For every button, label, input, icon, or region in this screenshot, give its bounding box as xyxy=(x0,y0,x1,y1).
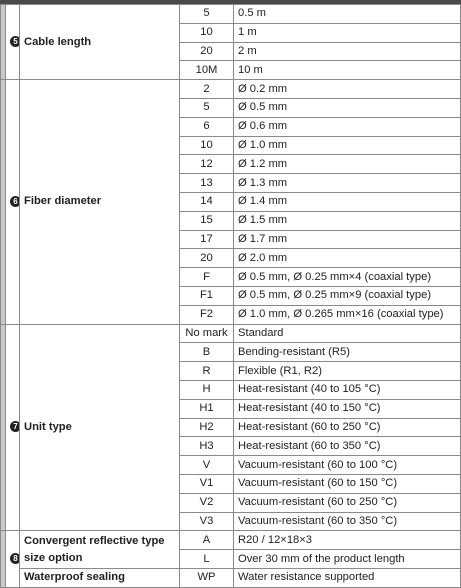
option-description: Ø 1.0 mm xyxy=(234,136,461,155)
option-description: Heat-resistant (40 to 150 °C) xyxy=(234,399,461,418)
option-code: F xyxy=(180,268,234,287)
option-description: 0.5 m xyxy=(234,5,461,24)
option-code: H2 xyxy=(180,418,234,437)
spec-table-body xyxy=(1,5,461,588)
option-code: V xyxy=(180,456,234,475)
option-code: V1 xyxy=(180,474,234,493)
option-code: V2 xyxy=(180,493,234,512)
option-description: 10 m xyxy=(234,61,461,80)
option-code: WP xyxy=(180,568,234,587)
option-code: 17 xyxy=(180,230,234,249)
option-description: Heat-resistant (60 to 250 °C) xyxy=(234,418,461,437)
table-row xyxy=(1,5,461,24)
option-description: Ø 1.2 mm xyxy=(234,155,461,174)
option-code: 14 xyxy=(180,192,234,211)
option-code: 15 xyxy=(180,211,234,230)
option-description: Vacuum-resistant (60 to 150 °C) xyxy=(234,474,461,493)
option-description: 1 m xyxy=(234,23,461,42)
table-row xyxy=(1,568,461,587)
option-description: Ø 1.7 mm xyxy=(234,230,461,249)
section-label: Unit type xyxy=(20,324,180,531)
section-label: Waterproof sealing xyxy=(20,568,180,587)
section-number-cell xyxy=(6,80,20,324)
option-code: H3 xyxy=(180,437,234,456)
option-description: Heat-resistant (40 to 105 °C) xyxy=(234,380,461,399)
spec-table xyxy=(0,4,461,588)
section-number-badge: 5 xyxy=(10,36,20,47)
option-code: H xyxy=(180,380,234,399)
section-number-badge: 8 xyxy=(10,553,20,564)
section-label: Convergent reflective type size option xyxy=(20,531,180,569)
option-code: 10 xyxy=(180,136,234,155)
section-number-cell xyxy=(6,531,20,587)
option-description: Ø 0.5 mm xyxy=(234,98,461,117)
option-code: 20 xyxy=(180,249,234,268)
section-number-cell xyxy=(6,5,20,80)
option-code: 2 xyxy=(180,80,234,99)
table-row xyxy=(1,80,461,99)
option-code: F1 xyxy=(180,286,234,305)
option-description: Ø 0.6 mm xyxy=(234,117,461,136)
option-code: V3 xyxy=(180,512,234,531)
option-description: Over 30 mm of the product length xyxy=(234,550,461,569)
option-description: Ø 0.5 mm, Ø 0.25 mm×9 (coaxial type) xyxy=(234,286,461,305)
option-description: Ø 1.5 mm xyxy=(234,211,461,230)
section-number-badge: 7 xyxy=(10,421,20,432)
option-description: Ø 1.3 mm xyxy=(234,174,461,193)
option-description: Ø 2.0 mm xyxy=(234,249,461,268)
section-number-cell xyxy=(6,324,20,531)
option-description: Standard xyxy=(234,324,461,343)
option-description: Water resistance supported xyxy=(234,568,461,587)
section-label: Fiber diameter xyxy=(20,80,180,324)
option-code: R xyxy=(180,362,234,381)
option-code: F2 xyxy=(180,305,234,324)
option-description: Ø 0.2 mm xyxy=(234,80,461,99)
option-code: No mark xyxy=(180,324,234,343)
option-code: 10M xyxy=(180,61,234,80)
option-description: R20 / 12×18×3 xyxy=(234,531,461,550)
section-label: Cable length xyxy=(20,5,180,80)
option-description: Vacuum-resistant (60 to 250 °C) xyxy=(234,493,461,512)
option-code: 5 xyxy=(180,5,234,24)
table-row xyxy=(1,324,461,343)
option-code: 12 xyxy=(180,155,234,174)
option-description: Vacuum-resistant (60 to 350 °C) xyxy=(234,512,461,531)
option-description: Heat-resistant (60 to 350 °C) xyxy=(234,437,461,456)
option-code: 13 xyxy=(180,174,234,193)
option-description: Bending-resistant (R5) xyxy=(234,343,461,362)
section-number-badge: 6 xyxy=(10,196,20,207)
option-description: 2 m xyxy=(234,42,461,61)
table-row xyxy=(1,531,461,550)
option-code: 6 xyxy=(180,117,234,136)
option-description: Ø 1.4 mm xyxy=(234,192,461,211)
option-code: H1 xyxy=(180,399,234,418)
option-code: 5 xyxy=(180,98,234,117)
option-code: B xyxy=(180,343,234,362)
option-description: Ø 1.0 mm, Ø 0.265 mm×16 (coaxial type) xyxy=(234,305,461,324)
option-description: Flexible (R1, R2) xyxy=(234,362,461,381)
option-code: L xyxy=(180,550,234,569)
option-description: Vacuum-resistant (60 to 100 °C) xyxy=(234,456,461,475)
option-code: A xyxy=(180,531,234,550)
option-code: 20 xyxy=(180,42,234,61)
option-code: 10 xyxy=(180,23,234,42)
option-description: Ø 0.5 mm, Ø 0.25 mm×4 (coaxial type) xyxy=(234,268,461,287)
